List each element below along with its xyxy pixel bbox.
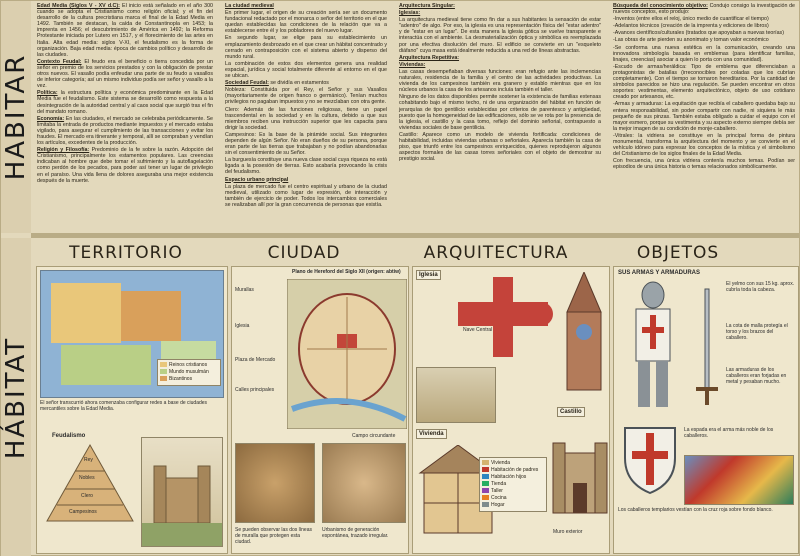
panel-objetos [613,266,799,554]
legend-item: Bizantinos [160,376,218,383]
map-region-christian [51,283,121,343]
side-title-habitat: HÁBITAT [1,336,31,459]
paragraph [37,116,213,146]
illustration-castle-village [141,437,223,547]
paragraph [225,80,387,86]
irregular-city-illustration [322,443,406,523]
section-title-objetos: OBJETOS [636,243,720,263]
body-text: Ninguno de los datos disponibles permite sostener la existencia de familias extensas cohabitando bajo el mismo techo, ni de una organización del hábitat en función de jerarquías de tipo gentilicio establecidas por criterios de parentesco y antigüedad, puesto que la homogeneidad de las edificaciones, sólo se ve rota por la presencia de la iglesia, el castillo y la casa tomo, reflejo del dominio señorial, contrapuesto a viviendas sociales de base gentilicia. [399,94,601,131]
city-plan-map [287,279,407,429]
paragraph [37,147,213,184]
label-main-streets: Calles principales [235,387,275,393]
city-plan-title: Plano de Hereford del Siglo XII (origen: abtiw) [292,269,401,275]
text-column-architecture [395,1,605,233]
caption-sword: La espada era el arma más noble de los caballeros. [684,427,774,439]
heading: Espacio urbano principal [225,176,289,183]
paragraph [37,90,213,114]
caption-urbanism: Urbanismo de generación espontánea, trazado irregular. [322,527,389,539]
church-floor-plan [453,272,553,362]
list-item: -Adelantos técnicos (creación de la imprenta y ediciones de libros) [613,23,769,30]
side-banner-bottom [1,238,31,556]
body-text: Clero: Además de las funciones religiosas, tiene un papel trascendental en la sociedad y en la cultura, debido a que sus miembros reciben una instrucción superior que les capacita para dirigir la sociedad. [225,106,387,131]
caption-templars: Los caballeros templarios vestían con la cruz roja sobre fondo blanco. [618,507,773,513]
list-item: -Avances científicos/culturales (tratados que apoyaban a nuevas teorías) [613,30,784,37]
heading: Economía: [37,115,65,122]
pyramid-title: Feudalismo [52,433,86,439]
castle-icon [142,438,222,546]
legend-item: Habitación hijos [482,474,544,481]
caption-helmet: El yelmo con sus 15 kg. aprox. cubría toda la cabeza. [726,281,795,293]
stained-glass-illustration [684,455,794,505]
body-text: La plaza de mercado fue el centro espiritual y urbano de la ciudad medieval, utilizado como lugar de expresión, de interacción y también de ejercicio de poder. Todos los intercambios comerciales se realizaban allí por la gran concurrencia de personas que existía. [225,183,387,208]
body-text: La burguesía constituye una nueva clase social cuya riqueza no está ligada a la posesión de tierras. Esto acabaría provocando la crisis del feudalismo. [225,157,387,176]
heading: Política: [37,90,58,97]
legend-item: Vivienda [482,460,544,467]
map-caption: El señor transcurrió ahora comenzaba configurar redes a base de ciudades mercantiles sobre la Edad Media. [40,400,208,412]
heading: La ciudad medieval [225,3,274,9]
side-title-habitar: HABITAR [1,53,31,181]
body-text: Castillo: Aparece como un modelo de vivienda fortificada: condiciones de habitabilidad, incluidas viviendas urbanas o señoriales. Aparecía también la casa de piso, que triunfó entre los campesinos enriquecidos, quienes reprodujeron algunos aspectos formales de las casas torres señoriales con el objeto de demostrar su prestigio social. [399,131,601,163]
body-text: Las casas desempeñaban diversas funciones: eran refugio ante las inclemencias naturales, residencia de la familia y el centro de las actividades productivas. La vivienda de los campesinos también era granero y establo mientras que en los núcleos urbanos la casa de los artesanos incluía también el taller. [399,68,601,94]
body-text: La arquitectura medieval tiene como fin dar a sus habitantes la sensación de estar "adentro" de algo. Por eso, la iglesia es una representación física del "estar adentro" y de "estar en un lugar". De esta manera la iglesia gótica se vuelve transparente e interactúa con el ambiente. La desmaterialización óptica y simbólica es reemplazada por una efectiva disolución del muro. El edificio se convierte en un "esqueleto diáfano" cuya masa está idealmente reducida a una red de líneas abstractas. [399,17,601,54]
text-column-objects [609,1,799,233]
legend-item: Tienda [482,481,544,488]
body-text: -Escudo de armas/heráldica: Tipo de emblema que diferenciaban a protagonistas de batallas (irreconocibles por coladas que los cubrían completamente). Con el tiempo se tornaron hereditarios. Por la cantidad de símbolos parecidos se hizo una regulación. Se pueden encontrar en otros soportes: vestimentas, elemento arquitectónico, objeto de uso cotidiano creado por artesanos, etc. [613,63,795,101]
body-text: El inicio está señalado en el año 300 cuando se adopta el Cristianismo como religión oficial; y el fin del desarrollo de la cultura precristiana marca el final de la Edad Media en 1492. También se destacan, la caída de Constantinopla en 1453; la imprenta en 1456; el descubrimiento de América en 1492; la Reforma Protestante iniciada por Lutero en 1517, y el florecimiento de las artes en Italia. Alta edad media: siglos V-XI, el feudalismo es la forma de organización. Baja edad media: época de cambios político y desarrollo de las ciudades. [37,3,213,58]
body-text: Nobleza: Constituida por el Rey, el Señor y sus Vasallos (mayoritariamente de origen franco o germánico). Tenían muchos privilegios no pagaban impuestos y no se mezclaban con otra gente. [225,87,387,106]
pyramid-clergy: Clero [81,493,93,499]
heading: Sociedad Feudal: [225,80,269,87]
side-banner-top [1,1,31,233]
shield-icon [620,423,680,495]
body-text: En primer lugar, el origen de su creación sería ser un documento fundacional redactado por el monarca o señor del territorio en el que quedan establecidas las condiciones de la relación que va a establecerse entre él y los pobladores del nuevo lugar. [225,10,387,35]
legend-item: Mundo musulmán [160,369,218,376]
section-title-arquitectura: ARQUITECTURA [423,243,569,263]
body-text: La combinación de estos dos elementos genera una realidad espacial, jurídica y social totalmente diferente al entorno en el que se ubican. [225,60,387,80]
text-column-history [33,1,217,233]
label-walls: Murallas [235,287,254,293]
label-market-square: Plaza de Mercado [235,357,276,363]
legend-item: Cocina [482,495,544,502]
church-section-illustration [416,367,496,423]
panel-territorio [36,266,228,554]
paragraph [37,3,213,58]
paragraph [37,59,213,89]
pyramid-nobles: Nobles [79,475,95,481]
body-text: El feudo era el beneficio o tierra concedida por un señor en premio de los servicios prestados y con la obligación de prestar otros nuevos. El vasallo podía enfeudar una parte de su feudo a vasallos de inferior categoría; así un mismo individuo podía ser señor y vasallo a la vez. [37,58,213,90]
body-text: se dividía en estamentos [270,80,329,87]
text-column-city [221,1,391,233]
walled-city-illustration [235,443,315,523]
objects-subtitle: SUS ARMAS Y ARMADURAS [618,270,701,276]
body-text: En segundo lugar, se elige para su establecimiento un emplazamiento desbrozado en el que crear un hábitat concentrado y cerrado en contraposición con el sistema abierto y disperso del mundo rural. [225,35,387,60]
heading: Arquitectura Singular: [399,3,455,9]
section-title-ciudad: CIUDAD [267,243,341,263]
sword-icon [692,279,722,409]
body-text: la estructura política y económica predominante en la Edad Media fue el feudalismo. Este sistema se desarrolló como respuesta a la desintegración de la autoridad central y al caos social que surgió tras el fin del mandato romano. [37,90,213,115]
list-item: -Se conforma una nueva estética en la comunicación, creando una innovadora simbología basada en emblemas (para identificar familias, linajes, creencias) asociar a quien lo porta con una comunidad). [613,44,795,63]
heading: Búsqueda del conocimiento objetivo: [613,3,708,9]
heading: Iglesias: [399,10,421,17]
caption-muro: Muro exterior [553,529,583,535]
body-text: -Armas y armaduras: La equitación que recibía el caballero quedaba bajo su entera responsabilidad, sin poder compartir con nadie, ni siquiera le más pequeño de sus pinzas. También estaba obligado a cuidar el equipo con el mayor esmero, porque su vestimenta y su aspecto externo siempre debía ser la mejor imagen de su condición de monje-caballero. [613,101,795,132]
label-castillo: Castillo [557,407,585,417]
caption-chainmail: La cota de malla protegía el torso y los brazos del caballero. [726,323,788,341]
heading: Contexto Feudal: [37,58,82,65]
heading: Viviendas: [399,61,426,68]
caption-walls: Se pueden observar las dos líneas de muralla que protegen esta ciudad. [235,527,312,545]
divider-band [31,233,799,238]
label-church: Iglesia [235,323,250,329]
body-text: Campesinos: Es la base de la pirámide social. Sus integrantes dependen de algún Señor. No eran dueños de su persona, porque eran parte de las tierras que trabajaban y no podían abandonarlas sin el consentimiento de su Señor. [225,131,387,157]
legend-item: Hogar [482,502,544,509]
legend-item: Reinos cristianos [160,362,218,369]
body-text: Con frecuencia, una única vidriera contenía muchos temas. Podían ser episodios de una única historia o temas relacionados simbólicamente. [613,158,795,171]
heading: Edad Media (Siglos V - XV d.C): [37,3,120,9]
caption-armor: Las armaduras de los caballeros eran forjadas en metal y pesaban mucho. [726,367,787,385]
heading: Arquitectura Repetitiva: [399,54,460,61]
label-vivienda: Vivienda [416,429,447,439]
house-legend [479,457,547,512]
castle-illustration [551,423,609,523]
body-text: Condujo consigo la investigación de nuevos conceptos, esto produjo: [613,3,795,16]
label-countryside: Campo circundante [352,433,396,439]
legend-item: Taller [482,488,544,495]
section-title-territorio: TERRITORIO [69,243,183,263]
heading: Religión y Filosofía: [37,147,90,154]
paragraph [613,3,795,15]
panel-arquitectura [412,266,610,554]
label-nave: Nave Central [463,327,493,333]
list-item: -Inventos (entre ellos el reloj, único medio de cuantificar el tiempo) [613,16,769,23]
body-text: En las ciudades, el mercado se celebraba periódicamente. Se limitaba la entrada de productos mediante impuestos y el mercado estaba vigilado, para asegurar el cumplimiento de las transacciones y evitar los fraudes. El mercado era itinerante y temporal, allí se compraban y vendían los artículos, excedentes de la producción. [37,115,213,147]
knight-illustration [618,279,688,409]
pyramid-peasants: Campesinos [69,509,97,515]
map-region-byzantine [121,291,181,341]
body-text: -Vitrales: la vidriera se constituye en la principal forma de pintura monumental, transforma la arquitectura del momento y se convierte en el vehículo idóneo para expresar los conceptos de la mística y el simbolismo del Cristianismo de los siglos finales de la Edad Media. [613,132,795,158]
pyramid-king: Rey [84,457,93,463]
panel-ciudad [231,266,409,554]
gothic-facade [561,272,607,392]
list-item: -Las obras de arte pierden su anonimato y toman valor económico [613,37,769,44]
map-region-muslim [61,345,151,385]
label-iglesia: Iglesia [416,270,441,280]
body-text: Predominio de la fe sobre la razón. Adopción del Cristianismo, principalmente los estamentos populares. Las creencias indicaban al hombre que debe tomar el sufrimiento y la autoflagelación como perdón de los pecados, para poder así tener un lugar de privilegio en el paraíso. Una vida llena de dolores aseguraba una mejor existencia después de la muerte. [37,147,213,184]
map-legend [157,359,221,386]
legend-item: Habitación de padres [482,467,544,474]
